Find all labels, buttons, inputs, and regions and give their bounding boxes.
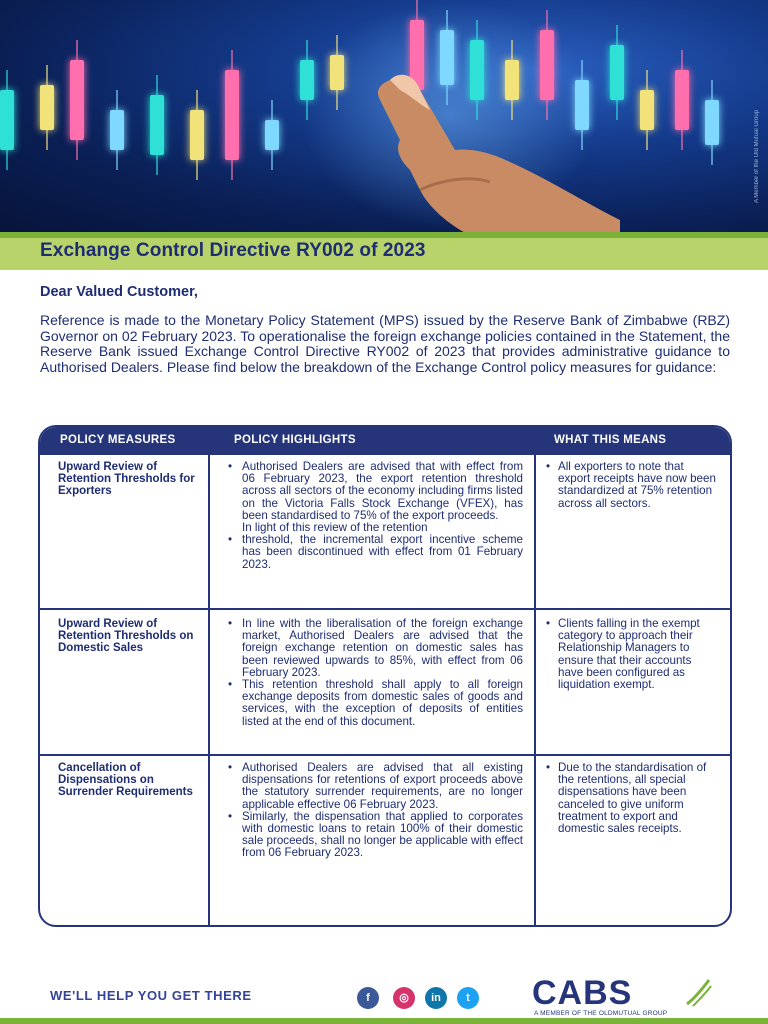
table-row-means <box>542 618 717 691</box>
highlight-item: • threshold, the incremental export incentive scheme has been discontinued with effect from 01 February 2023. <box>224 534 523 571</box>
highlight-item: • This retention threshold shall apply to all foreign exchange deposits from domestic sales of goods and services, with the exception of deposits of entities listed at the end of this document. <box>224 679 523 728</box>
column-divider <box>208 427 210 925</box>
twitter-icon[interactable]: t <box>457 987 479 1009</box>
table-row-highlights <box>224 461 523 571</box>
row-divider <box>40 754 730 756</box>
banner-credit: A Member of the Old Mutual Group <box>754 110 760 204</box>
table-row-highlights <box>224 618 523 728</box>
table-row-means <box>542 461 717 510</box>
row-divider <box>40 608 730 610</box>
means-item: • All exporters to note that export receipts have now been standardized at 75% retention across all sectors. <box>542 461 717 510</box>
footer-accent-line <box>0 1018 768 1024</box>
intro-paragraph: Reference is made to the Monetary Policy Statement (MPS) issued by the Reserve Bank of Zimbabwe (RBZ) Governor on 02 February 2023. To operationalise the foreign exchange policies contained in the Statement, the Reserve Bank issued Exchange Control Directive RY002 of 2023 that provides administrative guidance to Authorised Dealers. Please find below the breakdown of the Exchange Control policy measures for guidance: <box>40 312 730 375</box>
candle-body <box>40 85 54 130</box>
header-policy-measures: POLICY MEASURES <box>60 434 176 446</box>
salutation: Dear Valued Customer, <box>40 284 198 300</box>
member-of-group-text: A MEMBER OF THE OLDMUTUAL GROUP <box>534 1010 668 1017</box>
column-divider <box>534 427 536 925</box>
candle-body <box>330 55 344 90</box>
cabs-swoosh-icon <box>685 978 713 1008</box>
candle-body <box>640 90 654 130</box>
candle-body <box>150 95 164 155</box>
candle-body <box>300 60 314 100</box>
instagram-icon[interactable]: ◎ <box>393 987 415 1009</box>
table-row-measure: Upward Review of Retention Thresholds for Exporters <box>58 461 195 498</box>
candle-body <box>0 90 14 150</box>
means-item: • Clients falling in the exempt category to approach their Relationship Managers to ensure that their accounts have been configured as liquidation exempt. <box>542 618 717 691</box>
highlight-item: In light of this review of the retention <box>242 521 428 535</box>
highlight-item: • Similarly, the dispensation that applied to corporates with domestic loans to retain 100% of their domestic sale proceeds, shall no longer be applicable with effect from 06 February 2023. <box>224 811 523 860</box>
table-row-means <box>542 762 717 835</box>
pointing-hand-graphic <box>360 70 620 232</box>
linkedin-icon[interactable]: in <box>425 987 447 1009</box>
title-bar <box>0 232 768 270</box>
candle-body <box>265 120 279 150</box>
cabs-logo: CABS <box>532 974 633 1012</box>
candle-body <box>225 70 239 160</box>
header-what-this-means: WHAT THIS MEANS <box>554 434 667 446</box>
table-row-highlights <box>224 762 523 860</box>
table-row-measure: Cancellation of Dispensations on Surrender Requirements <box>58 762 193 799</box>
tagline: WE'LL HELP YOU GET THERE <box>50 988 252 1003</box>
candle-body <box>110 110 124 150</box>
table-row-measure: Upward Review of Retention Thresholds on Domestic Sales <box>58 618 194 655</box>
candle-body <box>190 110 204 160</box>
means-item: • Due to the standardisation of the retentions, all special dispensations have been canceled to give uniform treatment to export and domestic sales receipts. <box>542 762 717 835</box>
header-policy-highlights: POLICY HIGHLIGHTS <box>234 434 356 446</box>
facebook-icon[interactable]: f <box>357 987 379 1009</box>
highlight-item: • Authorised Dealers are advised that all existing dispensations for retentions of export proceeds above the statutory surrender requirements, are no longer applicable effective 06 February 2023. <box>224 762 523 811</box>
header-banner-image <box>0 0 768 232</box>
candle-body <box>675 70 689 130</box>
candle-body <box>705 100 719 145</box>
page-title: Exchange Control Directive RY002 of 2023 <box>40 240 426 261</box>
highlight-item: • Authorised Dealers are advised that with effect from 06 February 2023, the export retention threshold across all sectors of the economy including firms listed on the Victoria Falls Stock Exchange (VFEX), has been standardised to 75% of the export proceeds. <box>224 461 523 522</box>
policy-table <box>38 425 732 927</box>
candle-body <box>70 60 84 140</box>
table-header <box>40 427 730 455</box>
highlight-item: • In line with the liberalisation of the foreign exchange market, Authorised Dealers are advised that the foreign exchange retention on domestic sales has been reviewed upwards to 85%, with effect from 06 February 2023. <box>224 618 523 679</box>
